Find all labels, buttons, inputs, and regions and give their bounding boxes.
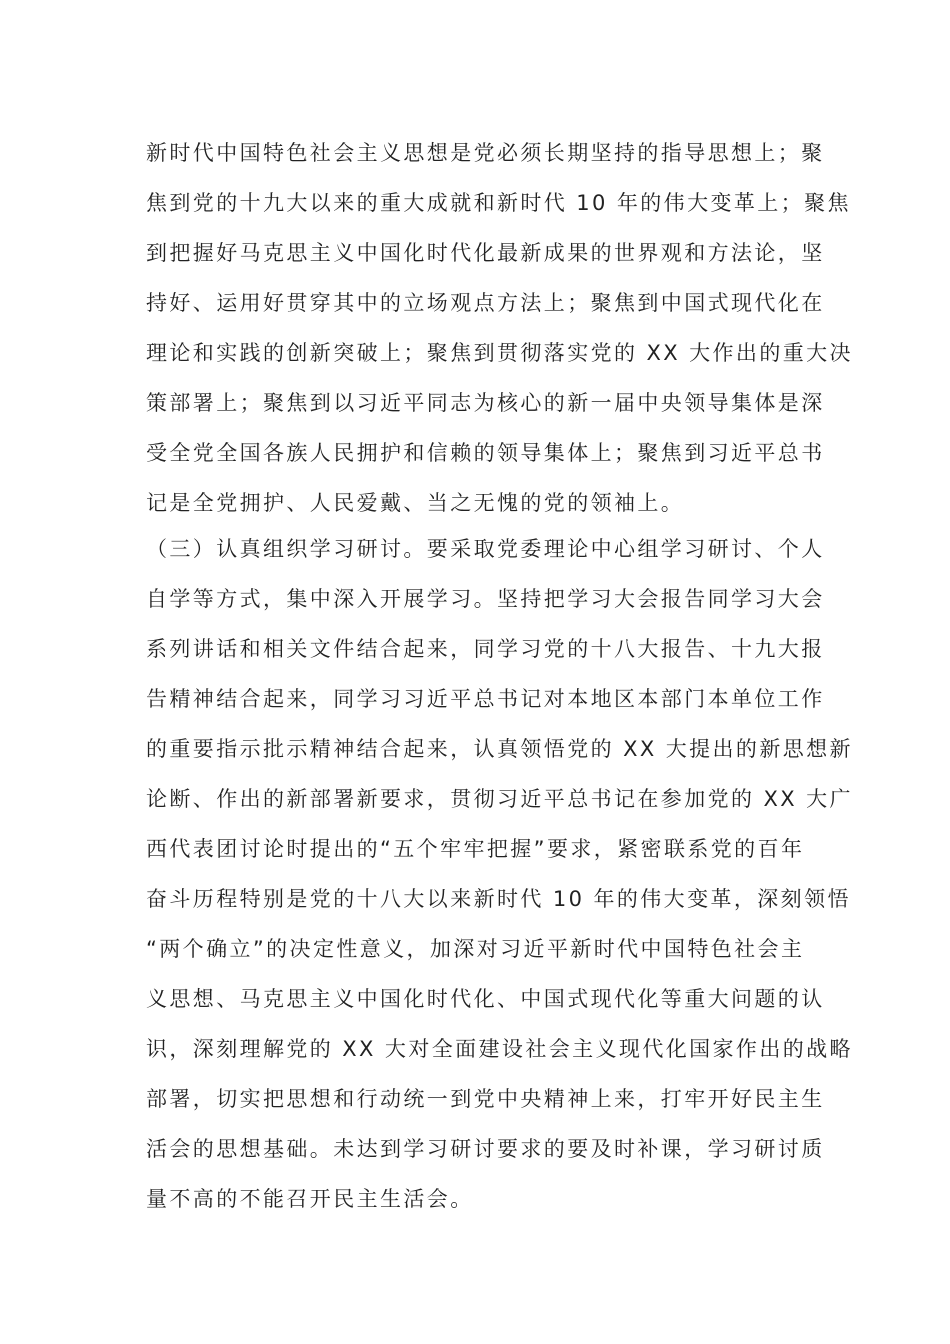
- paragraph-study-discussion: [146, 524, 853, 1224]
- paragraph-line: 义思想、马克思主义中国化时代化、中国式现代化等重大问题的认: [146, 987, 825, 1011]
- paragraph-line: 持好、运用好贯穿其中的立场观点方法上；聚焦到中国式现代化在: [146, 291, 825, 315]
- paragraph-line: 受全党全国各族人民拥护和信赖的领导集体上；聚焦到习近平总书: [146, 441, 825, 465]
- paragraph-line: 告精神结合起来，同学习习近平总书记对本地区本部门本单位工作: [146, 687, 825, 711]
- paragraph-focus-points: [146, 128, 853, 528]
- paragraph-line: 量不高的不能召开民主生活会。: [146, 1187, 474, 1211]
- paragraph-line: 记是全党拥护、人民爱戴、当之无愧的党的领袖上。: [146, 491, 685, 515]
- paragraph-line: 的重要指示批示精神结合起来，认真领悟党的 XX 大提出的新思想新: [146, 737, 853, 761]
- paragraph-line: “两个确立”的决定性意义，加深对习近平新时代中国特色社会主: [146, 937, 805, 961]
- paragraph-line: 西代表团讨论时提出的“五个牢牢把握”要求，紧密联系党的百年: [146, 837, 805, 861]
- paragraph-line: 活会的思想基础。未达到学习研讨要求的要及时补课，学习研讨质: [146, 1137, 825, 1161]
- paragraph-line: 策部署上；聚焦到以习近平同志为核心的新一届中央领导集体是深: [146, 391, 825, 415]
- paragraph-line: 识，深刻理解党的 XX 大对全面建设社会主义现代化国家作出的战略: [146, 1037, 853, 1061]
- paragraph-line: 到把握好马克思主义中国化时代化最新成果的世界观和方法论，坚: [146, 241, 825, 265]
- paragraph-line: 理论和实践的创新突破上；聚焦到贯彻落实党的 XX 大作出的重大决: [146, 341, 853, 365]
- paragraph-line: 奋斗历程特别是党的十八大以来新时代 10 年的伟大变革，深刻领悟: [146, 887, 851, 911]
- paragraph-line: （三）认真组织学习研讨。要采取党委理论中心组学习研讨、个人: [146, 537, 825, 561]
- paragraph-line: 部署，切实把思想和行动统一到党中央精神上来，打牢开好民主生: [146, 1087, 825, 1111]
- paragraph-line: 论断、作出的新部署新要求，贯彻习近平总书记在参加党的 XX 大广: [146, 787, 853, 811]
- paragraph-line: 系列讲话和相关文件结合起来，同学习党的十八大报告、十九大报: [146, 637, 825, 661]
- paragraph-line: 焦到党的十九大以来的重大成就和新时代 10 年的伟大变革上；聚焦: [146, 191, 851, 215]
- paragraph-line: 新时代中国特色社会主义思想是党必须长期坚持的指导思想上；聚: [146, 141, 825, 165]
- paragraph-line: 自学等方式，集中深入开展学习。坚持把学习大会报告同学习大会: [146, 587, 825, 611]
